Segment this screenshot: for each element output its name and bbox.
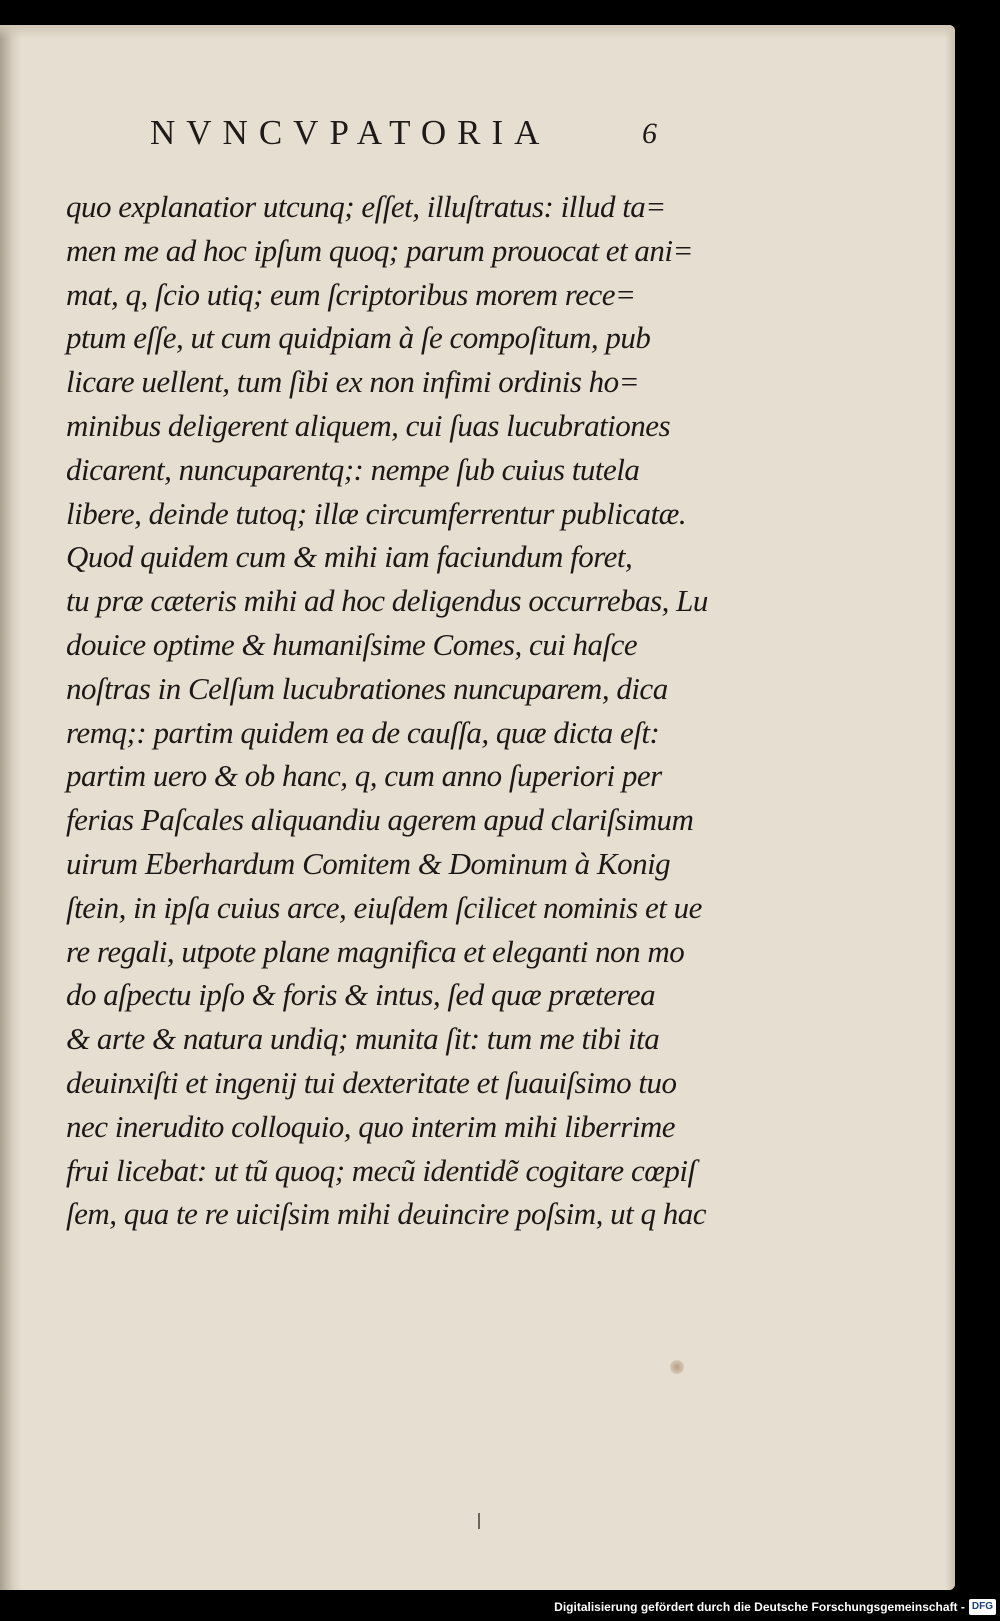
- text-line: quo explanatior utcunq; eſſet, illuſtratus: illud ta=: [66, 189, 666, 224]
- text-line: dicarent, nuncuparentq;: nempe ſub cuius tutela: [66, 451, 640, 487]
- text-line: ptum eſſe, ut cum quidpiam à ſe compoſitum, pub: [66, 320, 651, 356]
- paper-stain: [670, 1360, 684, 1374]
- text-line: do aſpectu ipſo & foris & intus, ſed quæ præterea: [66, 977, 656, 1013]
- paper-mark: [478, 1513, 480, 1529]
- footer-credit: Digitalisierung gefördert durch die Deutsche Forschungsgemeinschaft -: [554, 1600, 965, 1614]
- text-line: douice optime & humaniſsime Comes, cui haſce: [66, 626, 638, 662]
- running-head: NVNCVPATORIA: [150, 113, 551, 152]
- text-line: Quod quidem cum & mihi iam faciundum foret,: [66, 539, 633, 575]
- text-line: nec inerudito colloquio, quo interim mihi liberrime: [66, 1108, 676, 1144]
- book-page: [0, 25, 955, 1590]
- text-line: frui licebat: ut tũ quoq; mecũ identidẽ cogitare cœpiſ: [66, 1152, 696, 1188]
- dfg-logo: DFG: [969, 1599, 996, 1615]
- text-line: uirum Eberhardum Comitem & Dominum à Konig: [66, 845, 671, 881]
- text-line: minibus deligerent aliquem, cui ſuas lucubrationes: [66, 407, 671, 443]
- text-line: tu præ cæteris mihi ad hoc deligendus occurrebas, Lu: [66, 583, 708, 619]
- text-line: deuinxiſti et ingenij tui dexteritate et ſuauiſsimo tuo: [66, 1064, 677, 1100]
- text-line: ferias Paſcales aliquandiu agerem apud clariſsimum: [66, 802, 694, 838]
- page-edge: [945, 25, 955, 1590]
- text-line: men me ad hoc ipſum quoq; parum prouocat et ani=: [66, 232, 693, 268]
- text-line: mat, q, ſcio utiq; eum ſcriptoribus morem rece=: [66, 276, 636, 312]
- text-line: remq;: partim quidem ea de cauſſa, quæ dicta eſt:: [66, 714, 660, 750]
- body-text: [66, 185, 746, 1236]
- text-line: licare uellent, tum ſibi ex non infimi ordinis ho=: [66, 364, 640, 400]
- page-number: 6: [642, 117, 657, 150]
- text-line: ſem, qua te re uiciſsim mihi deuincire poſsim, ut q hac: [66, 1196, 707, 1232]
- digitization-footer: [554, 1596, 996, 1618]
- text-line: re regali, utpote plane magnifica et eleganti non mo: [66, 933, 685, 969]
- text-line: libere, deinde tutoq; illæ circumferrentur publicatæ.: [66, 495, 687, 531]
- text-line: partim uero & ob hanc, q, cum anno ſuperiori per: [66, 758, 662, 794]
- text-line: & arte & natura undiq; munita ſit: tum me tibi ita: [66, 1021, 660, 1057]
- text-line: ſtein, in ipſa cuius arce, eiuſdem ſcilicet nominis et ue: [66, 889, 702, 925]
- text-line: noſtras in Celſum lucubrationes nuncuparem, dica: [66, 670, 668, 706]
